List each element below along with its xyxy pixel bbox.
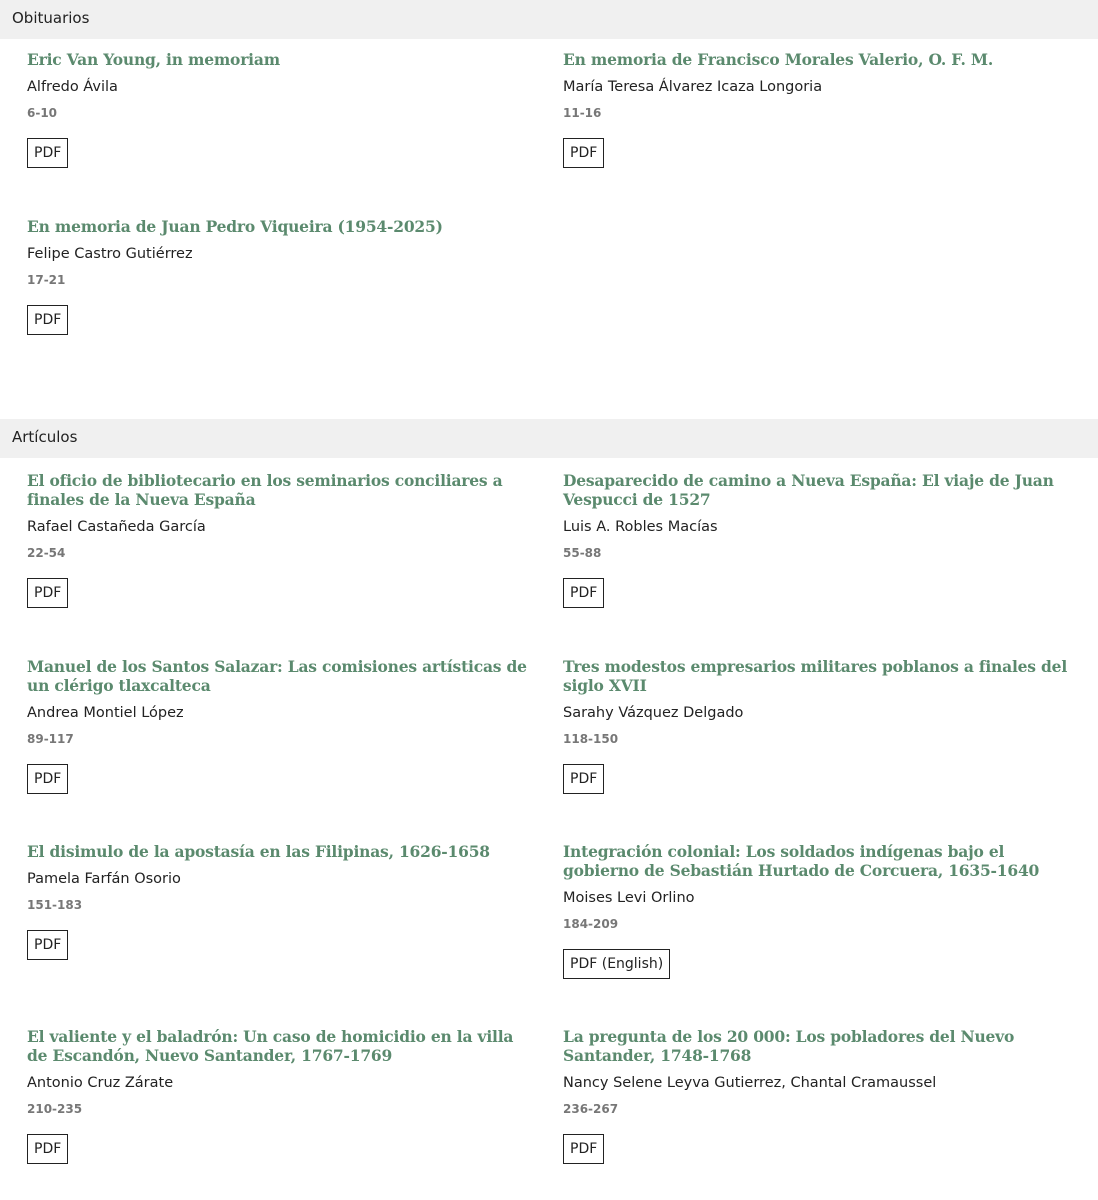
article-pages: 22-54	[27, 546, 66, 560]
pdf-download-button[interactable]: PDF	[563, 764, 604, 794]
article-pages: 118-150	[563, 732, 619, 746]
article-pages: 55-88	[563, 546, 602, 560]
article-item	[563, 657, 1073, 794]
pdf-english-download-button[interactable]: PDF (English)	[563, 949, 670, 979]
pdf-download-button[interactable]: PDF	[563, 138, 604, 168]
article-title-link[interactable]: Desaparecido de camino a Nueva España: El viaje de Juan Vespucci de 1527	[563, 471, 1054, 509]
article-pages: 11-16	[563, 106, 602, 120]
article-author: Alfredo Ávila	[27, 79, 118, 95]
article-title-link[interactable]: Integración colonial: Los soldados indígenas bajo el gobierno de Sebastián Hurtado de Corcuera, 1635-1640	[563, 842, 1040, 880]
article-author: Rafael Castañeda García	[27, 519, 206, 535]
article-item	[27, 1027, 537, 1164]
article-title-link[interactable]: El oficio de bibliotecario en los seminarios conciliares a finales de la Nueva España	[27, 471, 503, 509]
article-author: Sarahy Vázquez Delgado	[563, 705, 744, 721]
article-title-link[interactable]: Eric Van Young, in memoriam	[27, 50, 280, 69]
article-item	[27, 657, 537, 794]
article-author: Andrea Montiel López	[27, 705, 184, 721]
pdf-download-button[interactable]: PDF	[27, 930, 68, 960]
pdf-download-button[interactable]: PDF	[27, 305, 68, 335]
article-author: María Teresa Álvarez Icaza Longoria	[563, 79, 823, 95]
pdf-download-button[interactable]: PDF	[563, 1134, 604, 1164]
article-title-link[interactable]: El valiente y el baladrón: Un caso de homicidio en la villa de Escandón, Nuevo Santander, 1767-1769	[27, 1027, 514, 1065]
article-item	[27, 217, 537, 335]
pdf-download-button[interactable]: PDF	[563, 578, 604, 608]
article-title-link[interactable]: La pregunta de los 20 000: Los pobladores del Nuevo Santander, 1748-1768	[563, 1027, 1015, 1065]
article-item	[563, 50, 1073, 168]
article-pages: 184-209	[563, 917, 619, 931]
pdf-download-button[interactable]: PDF	[27, 1134, 68, 1164]
pdf-download-button[interactable]: PDF	[27, 764, 68, 794]
article-item	[27, 471, 537, 608]
article-item	[563, 842, 1073, 979]
article-title-link[interactable]: Manuel de los Santos Salazar: Las comisiones artísticas de un clérigo tlaxcalteca	[27, 657, 527, 695]
section-header-articulos: Artículos	[0, 419, 1098, 458]
article-pages: 89-117	[27, 732, 74, 746]
article-item	[563, 471, 1073, 608]
article-title-link[interactable]: En memoria de Francisco Morales Valerio, O. F. M.	[563, 50, 994, 69]
article-pages: 236-267	[563, 1102, 619, 1116]
article-author: Nancy Selene Leyva Gutierrez, Chantal Cramaussel	[563, 1075, 937, 1091]
article-author: Moises Levi Orlino	[563, 890, 695, 906]
article-item	[563, 1027, 1073, 1164]
pdf-download-button[interactable]: PDF	[27, 578, 68, 608]
article-item	[27, 842, 537, 960]
article-pages: 17-21	[27, 273, 66, 287]
article-item	[27, 50, 537, 168]
section-header-obituarios: Obituarios	[0, 0, 1098, 39]
article-pages: 6-10	[27, 106, 58, 120]
article-title-link[interactable]: El disimulo de la apostasía en las Filipinas, 1626-1658	[27, 842, 490, 861]
article-author: Felipe Castro Gutiérrez	[27, 246, 193, 262]
article-pages: 210-235	[27, 1102, 83, 1116]
article-title-link[interactable]: En memoria de Juan Pedro Viqueira (1954-2025)	[27, 217, 443, 236]
article-pages: 151-183	[27, 898, 83, 912]
article-title-link[interactable]: Tres modestos empresarios militares poblanos a finales del siglo XVII	[563, 657, 1068, 695]
pdf-download-button[interactable]: PDF	[27, 138, 68, 168]
article-author: Pamela Farfán Osorio	[27, 871, 181, 887]
article-author: Antonio Cruz Zárate	[27, 1075, 174, 1091]
article-author: Luis A. Robles Macías	[563, 519, 718, 535]
